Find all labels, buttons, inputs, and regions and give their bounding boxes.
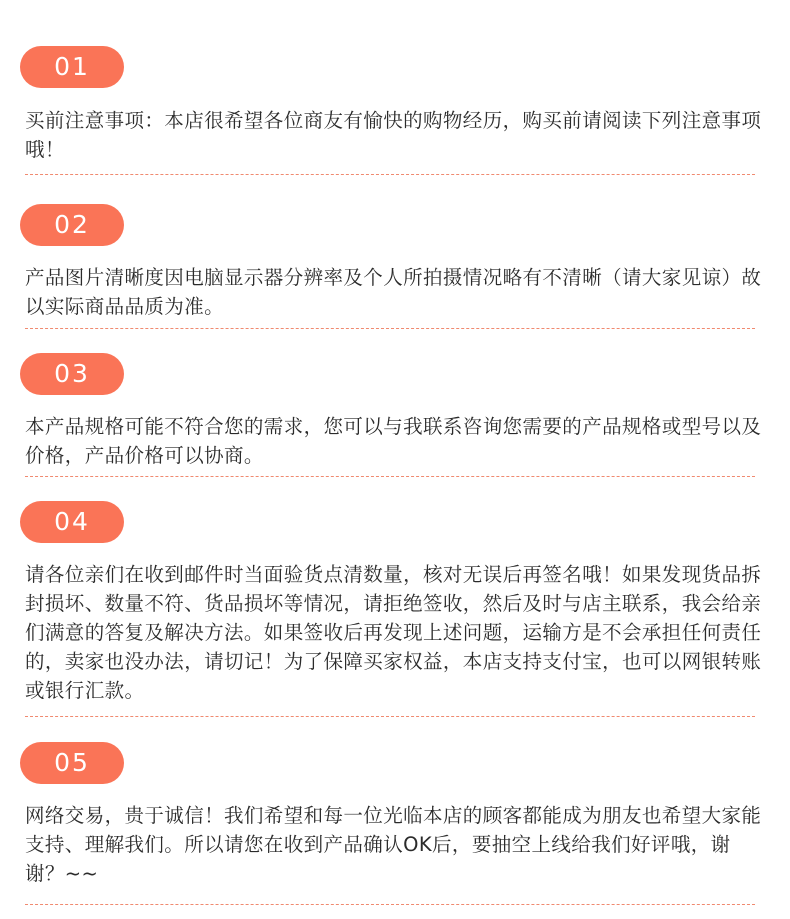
dashed-divider [25,716,755,717]
section-number-badge: 02 [20,204,124,246]
dashed-divider [25,328,755,329]
section-text: 网络交易，贵于诚信！我们希望和每一位光临本店的顾客都能成为朋友也希望大家能支持、理解我们。所以请您在收到产品确认OK后，要抽空上线给我们好评哦，谢谢？~~ [25,804,762,885]
dashed-divider [25,174,755,175]
section-text: 买前注意事项：本店很希望各位商友有愉快的购物经历，购买前请阅读下列注意事项哦！ [25,109,762,161]
section-number-badge: 04 [20,501,124,543]
section-text: 产品图片清晰度因电脑显示器分辨率及个人所拍摄情况略有不清晰（请大家见谅）故以实际商品品质为准。 [25,266,762,318]
section-number-badge: 01 [20,46,124,88]
section-number-badge: 05 [20,742,124,784]
section-text: 本产品规格可能不符合您的需求，您可以与我联系咨询您需要的产品规格或型号以及价格，产品价格可以协商。 [25,415,762,467]
section-number-badge: 03 [20,353,124,395]
dashed-divider [25,476,755,477]
section-text: 请各位亲们在收到邮件时当面验货点清数量，核对无误后再签名哦！如果发现货品拆封损坏、数量不符、货品损坏等情况，请拒绝签收，然后及时与店主联系，我会给亲们满意的答复及解决方法。如果签收后再发现上述问题，运输方是不会承担任何责任的，卖家也没办法，请切记！为了保障买家权益，本店支持支付宝，也可以网银转账或银行汇款。 [25,563,762,702]
dashed-divider [25,904,755,905]
